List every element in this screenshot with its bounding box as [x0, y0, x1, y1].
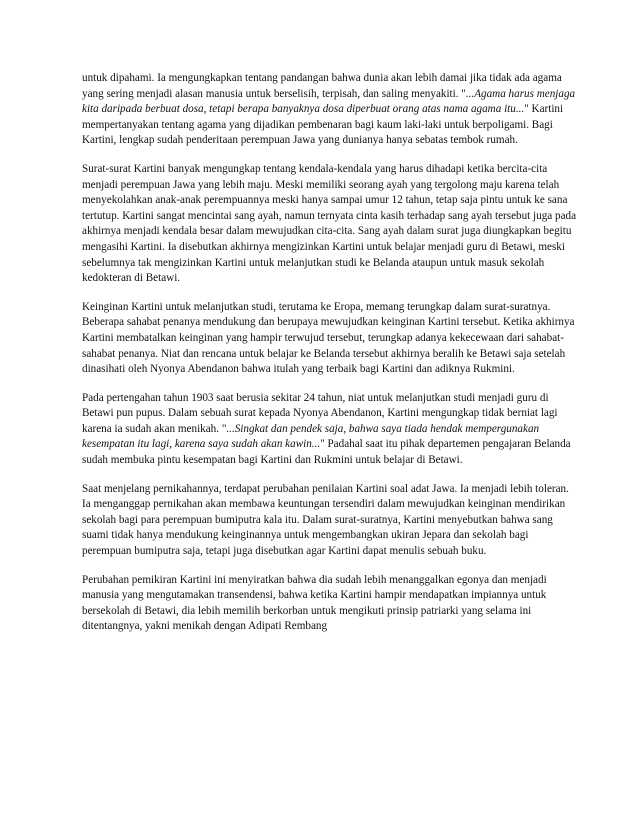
paragraph-1-text-b: " Kartini mempertanyakan tentang agama yang dijadikan pembenaran bagi kaum laki-laki untuk berpoligami. Bagi Kartini, lengkap sudah penderitaan perempuan Jawa yang dunianya hanya sebatas tembok rumah.	[82, 103, 564, 147]
paragraph-4-text-b: " Padahal saat itu pihak departemen pengajaran Belanda sudah membuka pintu kesempatan bagi Kartini dan Rukmini untuk belajar di Betawi.	[82, 438, 571, 467]
paragraph-2	[82, 162, 578, 287]
paragraph-4-text-a: Pada pertengahan tahun 1903 saat berusia sekitar 24 tahun, niat untuk melanjutkan studi menjadi guru di Betawi pun pupus. Dalam sebuah surat kepada Nyonya Abendanon, Kartini mengungkap tidak berniat lagi karena ia sudah akan menikah. "	[82, 391, 558, 435]
paragraph-6	[82, 573, 578, 635]
paragraph-5-text: Saat menjelang pernikahannya, terdapat perubahan penilaian Kartini soal adat Jawa. Ia menjadi lebih toleran. Ia menganggap pernikahan akan membawa keuntungan tersendiri dalam mewujudkan keinginan mendirikan sekolah bagi para perempuan bumiputra kala itu. Dalam surat-suratnya, Kartini menyebutkan bahwa sang suami tidak hanya mendukung keinginannya untuk mengembangkan ukiran Jepara dan sekolah bagi perempuan bumiputra saja, tetapi juga disebutkan agar Kartini dapat menulis sebuah buku.	[82, 482, 569, 558]
paragraph-3-text: Keinginan Kartini untuk melanjutkan studi, terutama ke Eropa, memang terungkap dalam surat-suratnya. Beberapa sahabat penanya mendukung dan berupaya mewujudkan keinginan Kartini tersebut. Ketika akhirnya Kartini membatalkan keinginan yang hampir terwujud tersebut, terungkap adanya kekecewaan dari sahabat-sahabat penanya. Niat dan rencana untuk belajar ke Belanda tersebut akhirnya beralih ke Betawi saja setelah dinasihati oleh Nyonya Abendanon bahwa itulah yang terbaik bagi Kartini dan adiknya Rukmini.	[82, 300, 575, 376]
paragraph-1-quote: ...Agama harus menjaga kita daripada berbuat dosa, tetapi berapa banyaknya dosa diperbuat orang atas nama agama itu...	[82, 87, 576, 116]
paragraph-5	[82, 482, 578, 560]
paragraph-1-text-a: untuk dipahami. Ia mengungkapkan tentang pandangan bahwa dunia akan lebih damai jika tidak ada agama yang sering menjadi alasan manusia untuk berselisih, terpisah, dan saling menyakiti. "	[82, 72, 562, 100]
paragraph-2-text: Surat-surat Kartini banyak mengungkap tentang kendala-kendala yang harus dihadapi ketika bercita-cita menjadi perempuan Jawa yang lebih maju. Meski memiliki seorang ayah yang tergolong maju karena telah menyekolahkan anak-anak perempuannya meski hanya sampai umur 12 tahun, tetap saja pintu untuk ke sana tertutup. Kartini sangat mencintai sang ayah, namun ternyata cinta kasih terhadap sang ayah tersebut juga pada akhirnya menjadi kendala besar dalam mewujudkan cita-cita. Sang ayah dalam surat juga diungkapkan begitu mengasihi Kartini. Ia disebutkan akhirnya mengizinkan Kartini untuk belajar menjadi guru di Betawi, meski sebelumnya tak mengizinkan Kartini untuk melanjutkan studi ke Belanda ataupun untuk masuk sekolah kedokteran di Betawi.	[82, 162, 577, 285]
paragraph-4	[82, 391, 578, 469]
paragraph-3	[82, 300, 578, 378]
paragraph-4-quote: ...Singkat dan pendek saja, bahwa saya tiada hendak mempergunakan kesempatan itu lagi, karena saya sudah akan kawin...	[82, 422, 540, 451]
document-page	[82, 71, 578, 648]
paragraph-6-text: Perubahan pemikiran Kartini ini menyiratkan bahwa dia sudah lebih menanggalkan egonya dan menjadi manusia yang mengutamakan transendensi, bahwa ketika Kartini hampir mendapatkan impiannya untuk bersekolah di Betawi, dia lebih memilih berkorban untuk mengikuti prinsip patriarki yang selama ini ditentangnya, yakni menikah dengan Adipati Rembang	[82, 573, 547, 633]
paragraph-1	[82, 71, 578, 149]
